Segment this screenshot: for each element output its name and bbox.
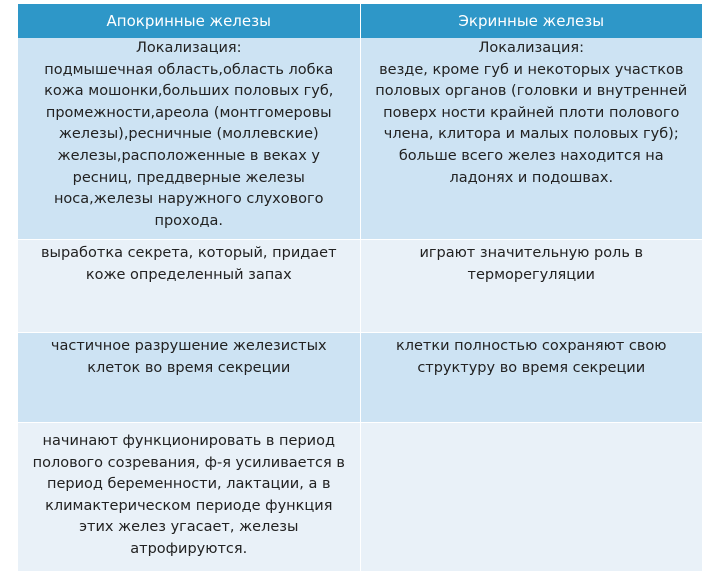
cell-eccrine-function [360, 240, 702, 333]
row-secretion-function [18, 240, 702, 333]
text-line: подмышечная область,область лобка [44, 61, 334, 78]
header-row [18, 4, 702, 38]
text-line: носа,железы наружного слухового [53, 191, 324, 208]
cell-eccrine-secretion [360, 333, 702, 423]
cell-apocrine-localization [18, 38, 360, 240]
row-localization [18, 38, 702, 240]
text-line: промежности,ареола (монтгомеровы [45, 104, 332, 121]
text-line: ресниц, преддверные железы [72, 169, 305, 186]
text-line: железы,расположенные в веках у [57, 147, 320, 164]
cell-eccrine-localization [360, 38, 702, 240]
text-line: Локализация: [478, 40, 585, 56]
text-line: выработка секрета, который, придает [40, 245, 337, 261]
text-line: частичное разрушение железистых [50, 338, 327, 354]
text-line: клеток во время секреции [87, 359, 291, 376]
row-age-activity [18, 423, 702, 572]
text-line: этих желез угасает, железы [79, 519, 299, 536]
cell-apocrine-function [18, 240, 360, 333]
text-line: период беременности, лактации, а в [47, 476, 331, 493]
text-line: начинают функционировать в период [42, 433, 335, 449]
row-secretion-type [18, 333, 702, 423]
text-line: коже определенный запах [85, 266, 292, 283]
text-line: везде, кроме губ и некоторых участков [379, 61, 684, 78]
text-line: больше всего желез находится на [398, 147, 664, 164]
text-line: прохода. [154, 212, 224, 229]
header-eccrine: Экринные железы [360, 4, 702, 38]
cell-eccrine-age-empty [360, 423, 702, 572]
gland-comparison-table [18, 4, 702, 572]
text-line: ладонях и подошвах. [449, 169, 614, 186]
text-line: структуру во время секреции [417, 359, 646, 376]
cell-apocrine-secretion [18, 333, 360, 423]
text-line: железы),ресничные (моллевские) [58, 126, 319, 143]
text-line: играют значительную роль в [419, 245, 644, 261]
text-line: Локализация: [135, 40, 242, 56]
text-line: половых органов (головки и внутренней [375, 83, 688, 100]
text-line: члена, клитора и малых половых губ); [383, 126, 679, 143]
cell-apocrine-age [18, 423, 360, 572]
text-line: поверх ности крайней плоти полового [383, 104, 680, 121]
text-line: кожа мошонки,больших половых губ, [44, 83, 334, 100]
header-apocrine: Апокринные железы [18, 4, 360, 38]
text-line: терморегуляции [467, 266, 595, 283]
text-line: атрофируются. [130, 540, 248, 557]
text-line: климактерическом периоде функция [45, 497, 333, 514]
text-line: полового созревания, ф-я усиливается в [32, 454, 345, 471]
text-line: клетки полностью сохраняют свою [395, 338, 667, 354]
